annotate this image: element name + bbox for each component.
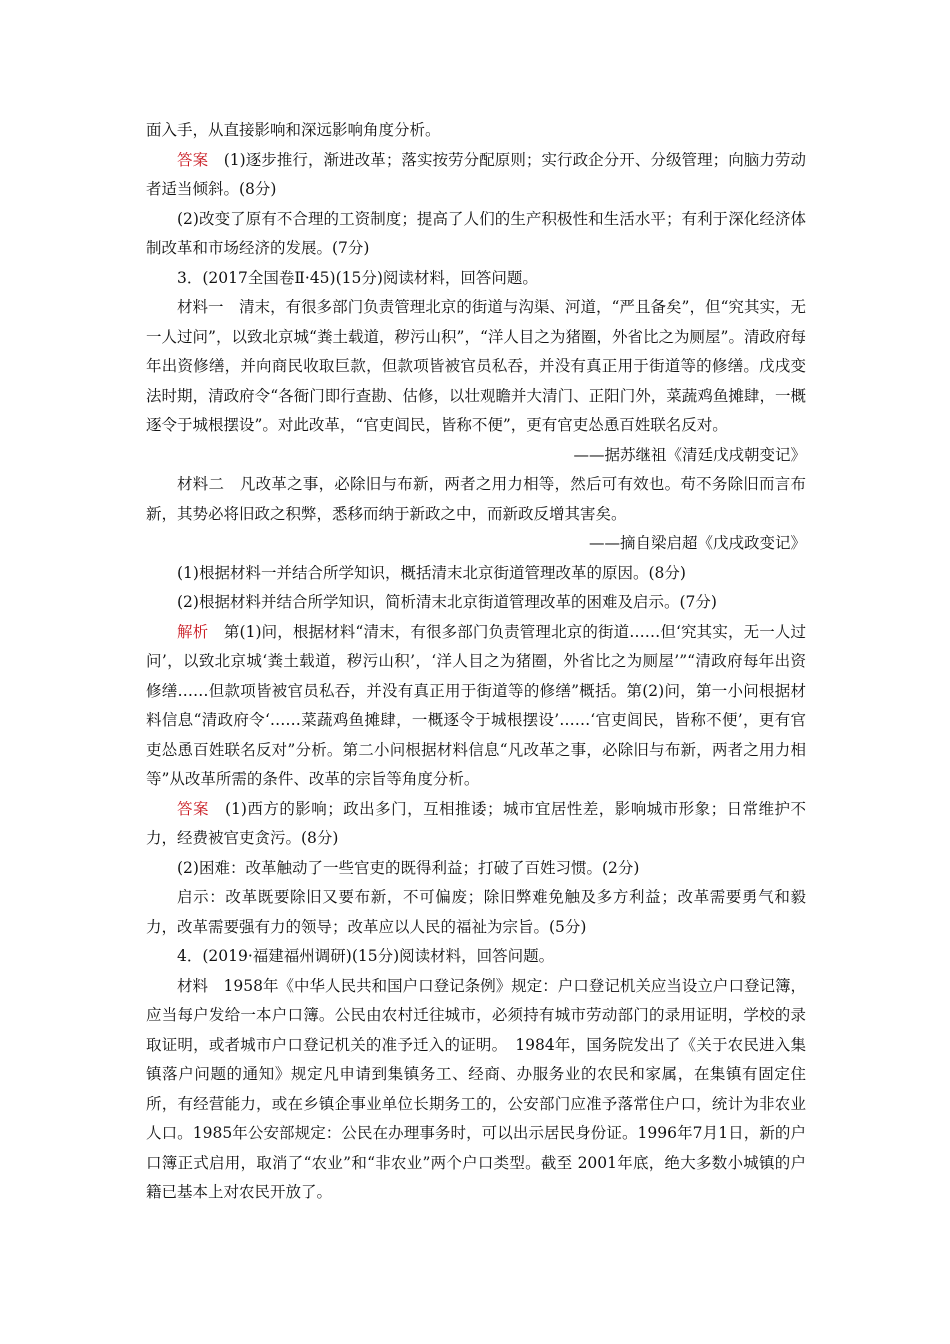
material-1-source: ——据苏继祖《清廷戊戌朝变记》	[573, 445, 806, 464]
paragraph-answer-2-1: 答案 (1)逐步推行，渐进改革；落实按劳分配原则；实行政企分开、分级管理；向脑力劳动者适当倾斜。(8分)	[146, 150, 806, 198]
question-3-1: (1)根据材料一并结合所学知识，概括清末北京街道管理改革的原因。(8分)	[177, 563, 686, 582]
answer-tag: 答案	[177, 150, 209, 169]
answer-3-1: 答案 (1)西方的影响；政出多门，互相推诿；城市宜居性差，影响城市形象；日常维护不力，经费被官吏贪污。(8分)	[146, 799, 806, 847]
answer-3-2-insight: 启示：改革既要除旧又要布新，不可偏废；除旧弊难免触及多方利益；改革需要勇气和毅力，改革需要强有力的领导；改革应以人民的福祉为宗旨。(5分)	[146, 888, 806, 936]
answer-3-2-difficulty: (2)困难：改革触动了一些官吏的既得利益；打破了百姓习惯。(2分)	[177, 858, 640, 877]
question-4-heading: 4．(2019·福建福州调研)(15分)阅读材料，回答问题。	[177, 947, 555, 965]
material-1: 材料一 清末，有很多部门负责管理北京的街道与沟渠、河道，“严且备矣”，但“究其实，无一人过问”，以致北京城“粪土载道，秽污山积”，“洋人目之为猪圈，外省比之为厕屋”。清政府每年出资修缮，并向商民收取巨款，但款项皆被官员私吞，并没有真正用于街道等的修缮。戊戌变法时期，清政府令“各衙门即行查勘、估修，以壮观瞻并大清门、正阳门外，菜蔬鸡鱼摊肆，一概逐令于城根摆设”。对此改革，“官吏闾民，皆称不便”，更有官吏怂恿百姓联名反对。	[146, 298, 806, 434]
analysis-tag: 解析	[177, 622, 209, 641]
question-3-heading: 3．(2017全国卷Ⅱ·45)(15分)阅读材料，回答问题。	[177, 268, 538, 287]
question-3-2: (2)根据材料并结合所学知识，简析清末北京街道管理改革的困难及启示。(7分)	[177, 593, 717, 611]
material-2: 材料二 凡改革之事，必除旧与布新，两者之用力相等，然后可有效也。苟不务除旧而言布新，其势必将旧政之积弊，悉移而纳于新政之中，而新政反增其害矣。	[146, 475, 806, 523]
analysis-3: 解析 第(1)问，根据材料“清末，有很多部门负责管理北京的街道……但‘究其实，无一人过问’，以致北京城‘粪土载道，秽污山积’，‘洋人目之为猪圈，外省比之为厕屋’”“清政府每年出资修缮……但款项皆被官员私吞，并没有真正用于街道等的修缮”概括。第(2)问，第一小问根据材料信息“清政府令‘……菜蔬鸡鱼摊肆，一概逐令于城根摆设’……‘官吏闾民，皆称不便’，更有官吏怂恿百姓联名反对”分析。第二小问根据材料信息“凡改革之事，必除旧与布新，两者之用力相等”从改革所需的条件、改革的宗旨等角度分析。	[146, 622, 806, 788]
material-4: 材料 1958年《中华人民共和国户口登记条例》规定：户口登记机关应当设立户口登记簿，应当每户发给一本户口簿。公民由农村迁往城市，必须持有城市劳动部门的录用证明，学校的录取证明，或者城市户口登记机关的准予迁入的证明。 1984年，国务院发出了《关于农民进入集镇落户问题的通知》规定凡申请到集镇务工、经商、办服务业的农民和家属，在集镇有固定住所，有经营能力，或在乡镇企事业单位长期务工的，公安部门应准予落常住户口，统计为非农业人口。1985年公安部规定：公民在办理事务时，可以出示居民身份证。1996年7月1日，新的户口簿正式启用，取消了“农业”和“非农业”两个户口类型。截至 2001年底，绝大多数小城镇的户籍已基本上对农民开放了。	[146, 976, 806, 1201]
paragraph-answer-2-2: (2)改变了原有不合理的工资制度；提高了人们的生产积极性和生活水平；有利于深化经济体制改革和市场经济的发展。(7分)	[146, 209, 806, 257]
answer-tag: 答案	[177, 799, 209, 818]
document-page	[146, 116, 806, 1208]
material-2-source: ——摘自梁启超《戊戌政变记》	[588, 534, 806, 552]
paragraph-analysis-tail: 面入手，从直接影响和深远影响角度分析。	[146, 121, 441, 139]
